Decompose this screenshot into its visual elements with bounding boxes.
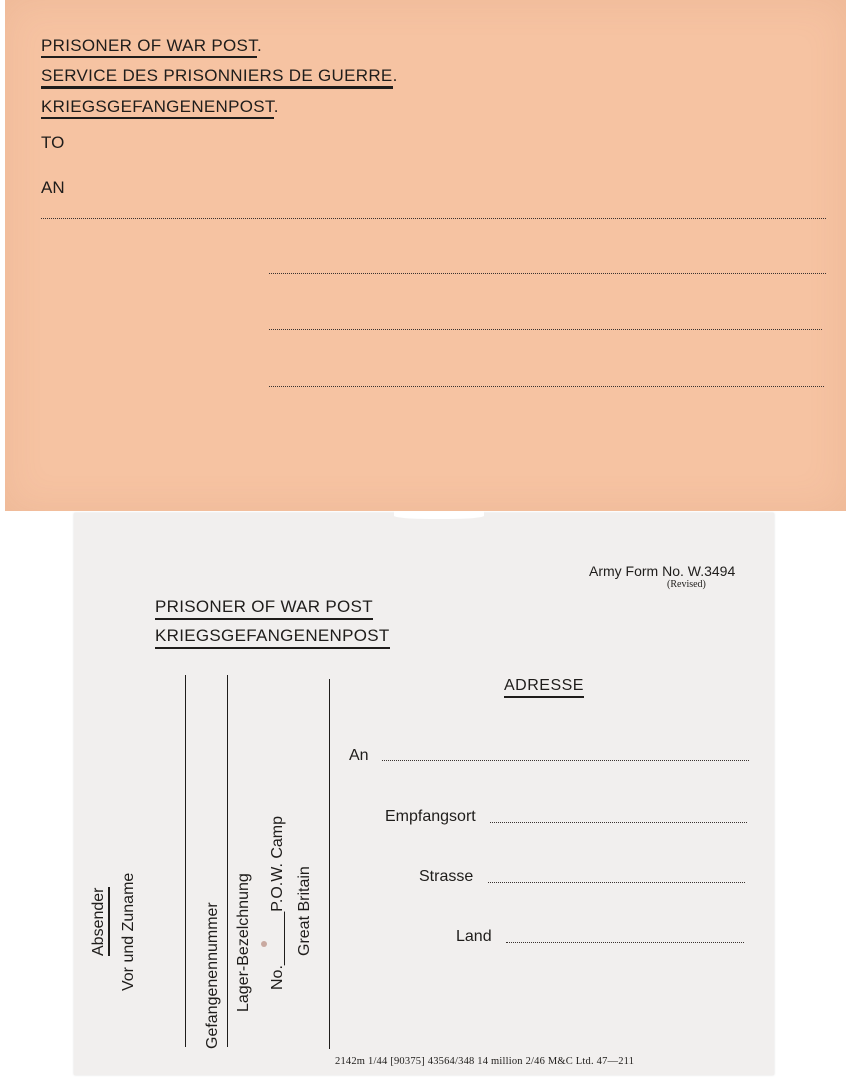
an-label: AN — [41, 178, 65, 197]
address-line-2[interactable] — [269, 273, 826, 274]
field-line-strasse[interactable] — [488, 882, 745, 883]
envelope-heading-en-text: PRISONER OF WAR POST — [41, 36, 257, 58]
field-line-an[interactable] — [382, 760, 749, 761]
postcard — [74, 513, 774, 1075]
sender-rule-1 — [185, 675, 186, 1047]
card-title-de-text: KRIEGSGEFANGENENPOST — [155, 626, 390, 649]
card-title-en — [155, 597, 373, 617]
sender-camp-no: No.______P.O.W. Camp — [269, 815, 286, 990]
printer-imprint: 2142m 1/44 [90375] 43564/348 14 million 2/46 M&C Ltd. 47—211 — [335, 1056, 635, 1067]
period: . — [392, 66, 398, 85]
adresse-text: ADRESSE — [504, 677, 584, 698]
card-title-en-text: PRISONER OF WAR POST — [155, 597, 373, 620]
field-label-empfangsort: Empfangsort — [385, 808, 476, 825]
field-label-land: Land — [456, 928, 492, 945]
field-label-an: An — [349, 747, 369, 764]
adresse-heading — [504, 677, 584, 695]
card-title-de — [155, 626, 390, 646]
envelope — [5, 0, 846, 511]
field-label-strasse: Strasse — [419, 868, 474, 885]
sender-name: Vor und Zuname — [120, 872, 137, 991]
torn-edge — [394, 511, 484, 519]
to-label: TO — [41, 133, 65, 152]
ink-spot — [261, 941, 267, 947]
field-line-land[interactable] — [506, 942, 744, 943]
form-number: Army Form No. W.3494 — [589, 563, 736, 579]
sender-absender — [90, 888, 108, 957]
envelope-heading-fr — [41, 66, 398, 86]
address-line-4[interactable] — [269, 386, 824, 387]
period: . — [257, 36, 263, 55]
sender-rule-3 — [329, 679, 330, 1049]
envelope-heading-fr-text: SERVICE DES PRISONNIERS DE GUERRE — [41, 66, 393, 89]
sender-country: Great Britain — [296, 866, 313, 956]
envelope-heading-de — [41, 97, 279, 117]
envelope-heading-de-text: KRIEGSGEFANGENENPOST — [41, 97, 274, 119]
address-line-1[interactable] — [41, 218, 826, 219]
sender-camp-designation: Lager-Bezelchnung — [235, 873, 252, 1012]
revised-note: (Revised) — [667, 579, 706, 590]
period: . — [273, 97, 279, 116]
address-line-3[interactable] — [269, 329, 822, 330]
sender-prisoner-number: Gefangenennummer — [204, 902, 221, 1049]
field-line-empfangsort[interactable] — [490, 822, 747, 823]
envelope-heading-en — [41, 36, 262, 56]
sender-rule-2 — [227, 675, 228, 1047]
absender-text: Absender — [90, 888, 110, 957]
